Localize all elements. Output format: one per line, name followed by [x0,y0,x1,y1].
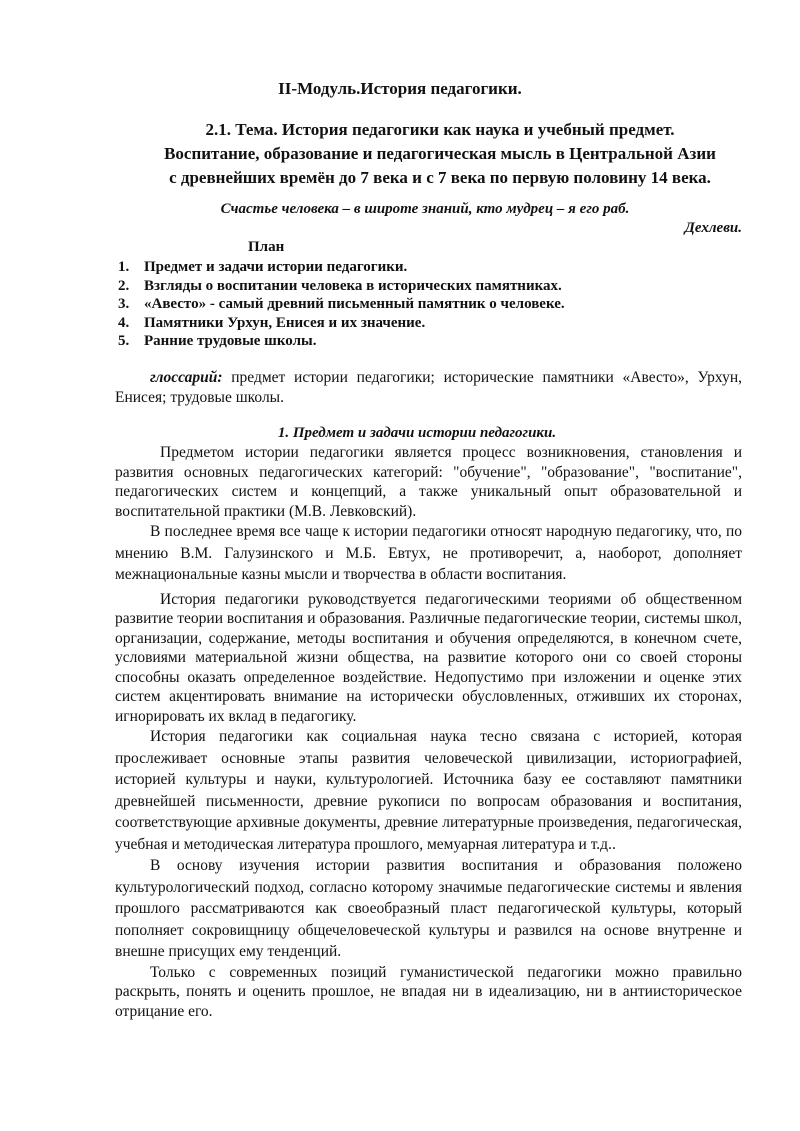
topic-line-1: 2.1. Тема. История педагогики как наука и учебный предмет. [205,120,675,139]
plan-item [118,277,565,296]
paragraph: В основу изучения истории развития воспитания и образования положено культурологический подход, согласно которому значимые педагогические системы и явления прошлого рассматриваются как своеобразный пласт педагогической культуры, который пополняет сокровищницу общечеловеческой культуры и развился на основе внутренне и внешне присущих ему тенденций. [115,857,742,960]
plan-item-text: Взгляды о воспитании человека в исторических памятниках. [144,277,562,294]
plan-item [118,295,565,314]
plan-item [118,332,565,351]
topic-line-2: Воспитание, образование и педагогическая мысль в Центральной Азии [164,144,716,163]
plan-item-text: Предмет и задачи истории педагогики. [144,259,408,275]
plan-item-number: 4. [118,314,130,331]
paragraph: История педагогики как социальная наука тесно связана с историей, которая прослеживает основные этапы развития человеческой цивилизации, историографией, историей культуры и науки, культурологией. Источника базу ее составляют памятники древнейшей письменности, древние рукописи по вопросам образования и воспитания, соответствующие архивные документы, древние литературные произведения, педагогическая, учебная и методическая литература прошлого, мемуарная литература и т.д.. [115,728,742,853]
plan-item-text: «Авесто» - самый древний письменный памятник о человеке. [144,296,565,313]
section-heading: 1. Предмет и задачи истории педагогики. [277,425,557,441]
glossary-label: глоссарий: [150,369,223,386]
body-text [115,443,742,1021]
plan-item-number: 3. [118,296,130,313]
glossary-paragraph [115,368,742,408]
topic-title [90,118,790,190]
epigraph-quote: Счастье человека – в широте знаний, кто мудрец – я его раб. [220,201,630,217]
epigraph-author: Дехлеви. [684,220,742,236]
topic-line-3: с древнейших времён до 7 века и с 7 века по первую половину 14 века. [169,168,711,187]
plan-title: План [248,239,285,255]
plan-item-number: 2. [118,277,130,294]
paragraph: В последнее время все чаще к истории педагогики относят народную педагогику, что, по мнению В.М. Галузинского и М.Б. Евтух, не противоречит, а, наоборот, дополняет межнациональные казны мысли и творчества в области воспитания. [115,523,742,583]
plan-item-number: 1. [118,259,130,275]
plan-item-text: Памятники Урхун, Енисея и их значение. [144,314,426,331]
paragraph: Предметом истории педагогики является процесс возникновения, становления и развития основных педагогических категорий: "обучение", "образование", "воспитание", педагогических систем и концепций, а также уникальный опыт образовательной и воспитательной практики (М.В. Левковский). [115,444,742,520]
plan-item [118,258,565,277]
module-title: II-Модуль.История педагогики. [278,79,522,98]
paragraph: История педагогики руководствуется педагогическими теориями об общественном развитие теории воспитания и образования. Различные педагогические теории, системы школ, организации, содержание, методы воспитания и обучения определяются, в конечном счете, условиями материальной жизни общества, на развитие которого они со своей стороны способны оказать определенное воздействие. Недопустимо при изложении и оценке этих систем акцентировать внимание на исторически обусловленных, отживших их сторонах, игнорировать их вклад в педагогику. [115,590,742,725]
plan-item [118,314,565,333]
paragraph: Только с современных позиций гуманистической педагогики можно правильно раскрыть, понять и оценить прошлое, не впадая ни в идеализацию, ни в антиисторическое отрицание его. [115,963,742,1020]
plan-list [118,258,565,351]
glossary-text: предмет истории педагогики; исторические памятники «Авесто», Урхун, Енисея; трудовые школы. [115,369,742,406]
plan-item-number: 5. [118,333,130,350]
plan-item-text: Ранние трудовые школы. [144,333,317,350]
